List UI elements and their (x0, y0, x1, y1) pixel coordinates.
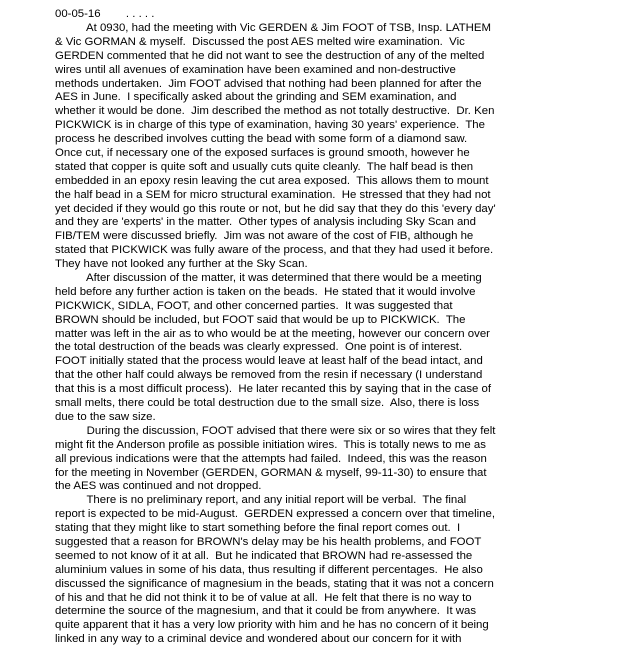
text-line: stated that PICKWICK was fully aware of the process, and that they had used it before. (55, 244, 494, 257)
text-line: stated that copper is quite soft and usually cuts quite cleanly. The half bead is then (55, 160, 474, 173)
text-line: that the other half could always be removed from the resin if necessary (I understand (55, 369, 483, 382)
text-line: yet decided if they would go this route or not, but he did say that they do this 'every day' (55, 202, 496, 215)
text-line: discussed the significance of magnesium in the beads, stating that it was not a concern (55, 577, 494, 590)
text-line: for the meeting in November (GERDEN, GORMAN & myself, 99-11-30) to ensure that (55, 466, 487, 479)
text-line: After discussion of the matter, it was determined that there would be a meeting (55, 272, 482, 285)
text-line: FOOT initially stated that the process would leave at least half of the bead intact, and (55, 355, 483, 368)
text-line: quite apparent that it has a very low priority with him and he has no concern of it being (55, 619, 489, 632)
text-line: small melts, there could be total destruction due to the small size. Also, there is loss (55, 397, 480, 410)
text-line: PICKWICK, SIDLA, FOOT, and other concerned parties. It was suggested that (55, 299, 453, 312)
text-line: During the discussion, FOOT advised that there were six or so wires that they felt (55, 424, 496, 437)
text-line: the half bead in a SEM for micro structural examination. He stressed that they had not (55, 188, 491, 201)
text-line: FIB/TEM were discussed briefly. Jim was not aware of the cost of FIB, although he (55, 230, 474, 243)
text-line: held before any further action is taken on the beads. He stated that it would involve (55, 285, 476, 298)
text-line: linked in any way to a criminal device and wondered about our concern for it with (55, 633, 462, 646)
text-line: process he described involves cutting the bead with some form of a diamond saw. (55, 133, 468, 146)
text-line: PICKWICK is in charge of this type of examination, having 30 years' experience. The (55, 119, 485, 132)
text-line: aluminium values in some of his data, thus resulting if different percentages. He also (55, 563, 483, 576)
text-line: whether it would be done. Jim described the method as not totally destructive. Dr. Ken (55, 105, 495, 118)
text-line: that this is a most difficult process). He later recanted this by saying that in the case of (55, 383, 492, 396)
text-line: and they are 'experts' in the matter. Other types of analysis including Sky Scan and (55, 216, 476, 229)
text-line: methods undertaken. Jim FOOT advised that nothing had been planned for after the (55, 77, 482, 90)
text-line: report is expected to be mid-August. GERDEN expressed a concern over that timeline, (55, 508, 496, 521)
text-line: embedded in an epoxy resin leaving the cut area exposed. This allows them to mount (55, 174, 489, 187)
text-line: & Vic GORMAN & myself. Discussed the post AES melted wire examination. Vic (55, 35, 465, 48)
text-line: due to the saw size. (55, 410, 156, 423)
date-line: 00-05-16 . . . . . (55, 8, 155, 20)
text-line: stating that they might like to start something before the final report comes out. I (55, 522, 461, 535)
document-body (55, 22, 575, 647)
text-line: matter was left in the air as to who would be at the meeting, however our concern over (55, 327, 490, 340)
text-line: the total destruction of the beads was clearly expressed. One point is of interest. (55, 341, 463, 354)
text-line: wires until all avenues of examination have been examined and non-destructive (55, 63, 456, 76)
text-line: determine the source of the magnesium, and that it could be from anywhere. It was (55, 605, 477, 618)
text-line: all previous indications were that the attempts had failed. Indeed, this was the reason (55, 452, 487, 465)
text-line: There is no preliminary report, and any initial report will be verbal. The final (55, 494, 467, 507)
text-line: At 0930, had the meeting with Vic GERDEN & Jim FOOT of TSB, Insp. LATHEM (55, 22, 491, 34)
text-line: seemed to not know of it at all. But he indicated that BROWN had re-assessed the (55, 549, 473, 562)
text-line: suggested that a reason for BROWN's delay may be his health problems, and FOOT (55, 535, 482, 548)
text-line: BROWN should be included, but FOOT said that would be up to PICKWICK. The (55, 313, 466, 326)
text-line: GERDEN commented that he did not want to see the destruction of any of the melted (55, 49, 485, 62)
text-line: of his and that he did not think it to be of value at all. He felt that there is no way to (55, 591, 472, 604)
text-line: might fit the Anderson profile as possible initiation wires. This is totally news to me as (55, 438, 486, 451)
text-line: Once cut, if necessary one of the exposed surfaces is ground smooth, however he (55, 147, 470, 160)
text-line: They have not looked any further at the Sky Scan. (55, 258, 308, 271)
text-line: AES in June. I specifically asked about the grinding and SEM examination, and (55, 91, 457, 104)
text-line: the AES was continued and not dropped. (55, 480, 262, 493)
